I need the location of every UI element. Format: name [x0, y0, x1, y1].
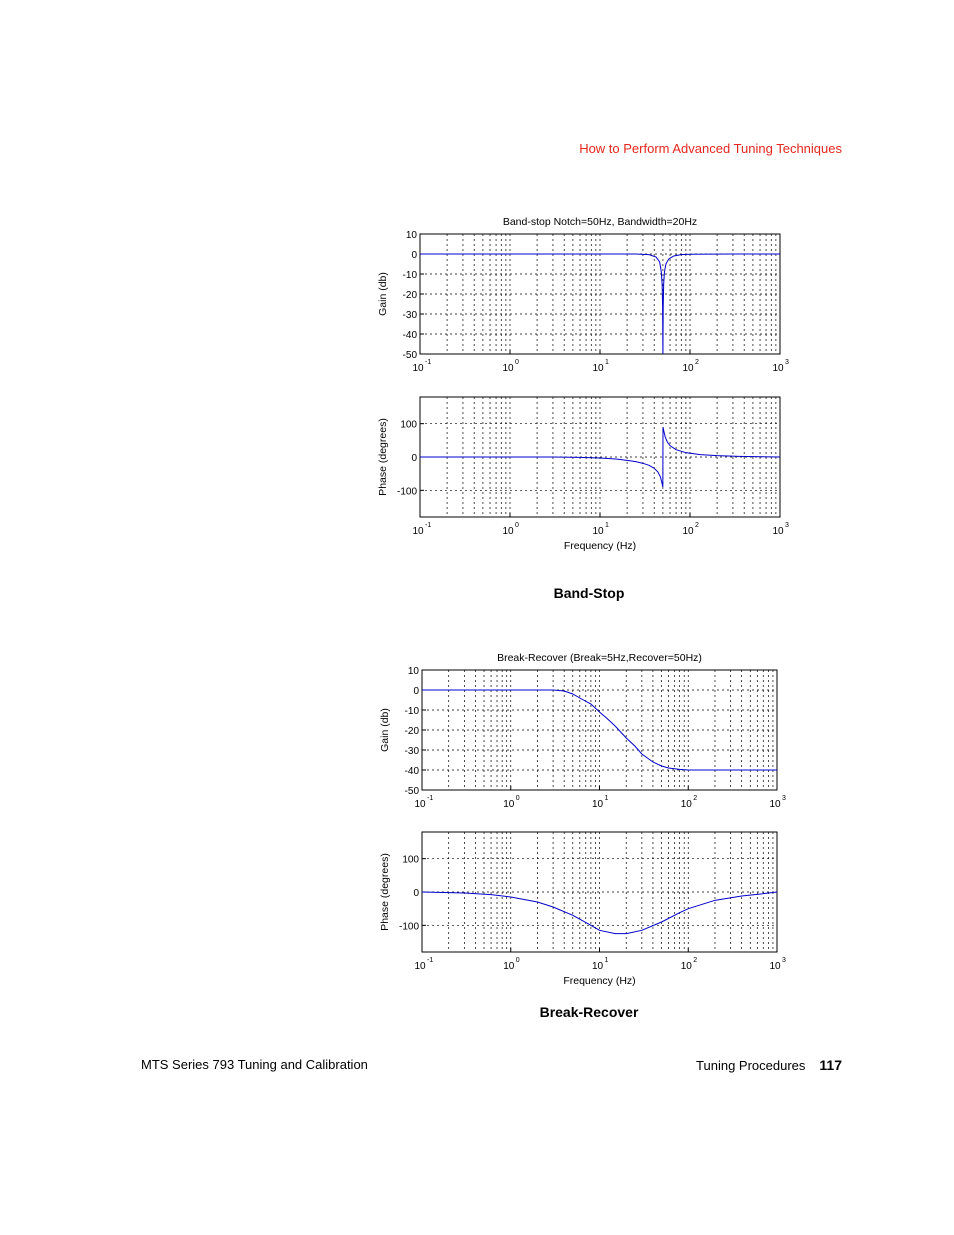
- chart1-y-axis-label: Phase (degrees): [377, 418, 389, 496]
- chart3-x-tick-label: 10: [769, 961, 781, 972]
- chart0-x-tick-exponent: 3: [785, 359, 789, 366]
- chart3-x-tick-label: 10: [591, 961, 604, 972]
- footer-doc-title: MTS Series 793 Tuning and Calibration: [141, 1057, 368, 1072]
- chart0-y-axis-label: Gain (db): [377, 272, 389, 316]
- chart2-y-tick-label: -10: [404, 706, 419, 717]
- band-stop-caption: Band-Stop: [553, 585, 625, 601]
- band-stop-figure: [360, 200, 820, 570]
- chart2-title: Break-Recover (Break=5Hz,Recover=50Hz): [497, 652, 702, 664]
- chart3-x-axis-label: Frequency (Hz): [563, 975, 636, 987]
- chart1-x-tick-label: 10: [682, 526, 694, 537]
- chart2-y-axis-label: Gain (db): [379, 708, 391, 752]
- chart3-x-tick-exponent: 3: [782, 957, 786, 964]
- section-title: How to Perform Advanced Tuning Techniques: [579, 141, 842, 156]
- chart1-y-tick-label: -100: [396, 486, 417, 498]
- chart2-x-tick-label: 10: [591, 799, 604, 810]
- footer-right: [696, 1057, 842, 1073]
- chart3-y-tick-label: 100: [402, 854, 419, 866]
- chart0-y-tick-label: -30: [402, 310, 417, 321]
- break-recover-caption: Break-Recover: [539, 1004, 639, 1020]
- chart0-y-tick-label: -20: [402, 290, 417, 301]
- chart2-x-tick-label: 10: [769, 799, 781, 810]
- chart0-y-tick-label: -50: [402, 350, 417, 361]
- chart0-y-tick-label: -10: [402, 270, 417, 281]
- chart2-x-tick-exponent: 0: [515, 795, 520, 802]
- chart1-x-tick-label: 10: [412, 526, 424, 537]
- chart3-x-tick-exponent: -1: [427, 957, 434, 964]
- chart0-x-tick-exponent: -1: [425, 359, 432, 366]
- chart1-x-tick-exponent: 3: [785, 522, 789, 529]
- chart1-x-tick-label: 10: [592, 526, 604, 537]
- chart3-y-tick-label: -100: [398, 921, 419, 933]
- chart1-x-tick-exponent: 1: [605, 522, 609, 529]
- chart2-x-tick-exponent: 2: [693, 795, 698, 802]
- chart1-y-tick-label: 0: [411, 453, 417, 464]
- chart0-y-tick-label: 10: [405, 230, 417, 241]
- chart0-x-tick-label: 10: [772, 363, 784, 374]
- chart3-x-tick-label: 10: [414, 961, 426, 972]
- footer-chapter: Tuning Procedures: [696, 1058, 806, 1073]
- page-number: 117: [819, 1057, 842, 1073]
- chart0-x-tick-label: 10: [412, 363, 424, 374]
- chart0-x-tick-label: 10: [502, 363, 514, 374]
- chart0-x-tick-label: 10: [682, 363, 694, 374]
- chart0-y-tick-label: -40: [402, 330, 417, 341]
- chart1-y-tick-label: 100: [400, 419, 417, 431]
- chart3-y-axis-label: Phase (degrees): [379, 853, 391, 931]
- chart3-x-tick-label: 10: [503, 961, 515, 972]
- chart3-y-tick-label: 0: [413, 888, 419, 899]
- chart3-x-tick-exponent: 2: [693, 957, 698, 964]
- chart2-x-tick-exponent: 3: [782, 795, 786, 802]
- chart0-title: Band-stop Notch=50Hz, Bandwidth=20Hz: [502, 216, 698, 228]
- chart2-y-tick-label: -50: [404, 786, 419, 797]
- chart1-x-tick-label: 10: [502, 526, 514, 537]
- chart3-x-tick-label: 10: [680, 961, 692, 972]
- chart1-x-tick-exponent: 2: [695, 522, 699, 529]
- chart2-x-tick-label: 10: [680, 799, 692, 810]
- chart2-x-tick-exponent: -1: [427, 795, 434, 802]
- chart2-x-tick-label: 10: [414, 799, 426, 810]
- chart2-y-tick-label: -30: [404, 746, 419, 757]
- chart0-x-tick-exponent: 1: [605, 359, 609, 366]
- chart2-x-tick-label: 10: [503, 799, 515, 810]
- chart1-x-tick-exponent: -1: [425, 522, 432, 529]
- chart3-x-tick-exponent: 0: [515, 957, 520, 964]
- chart0-x-tick-exponent: 2: [695, 359, 699, 366]
- chart0-x-tick-label: 10: [592, 363, 604, 374]
- chart2-y-tick-label: -20: [404, 726, 419, 737]
- chart3-x-tick-exponent: 1: [604, 957, 609, 964]
- chart0-y-tick-label: 0: [411, 250, 417, 261]
- chart1-x-tick-label: 10: [772, 526, 784, 537]
- break-recover-figure: [360, 640, 820, 1000]
- chart0-x-tick-exponent: 0: [515, 359, 519, 366]
- chart2-x-tick-exponent: 1: [604, 795, 609, 802]
- chart1-x-axis-label: Frequency (Hz): [563, 540, 637, 552]
- chart2-y-tick-label: 0: [413, 686, 419, 697]
- chart1-x-tick-exponent: 0: [515, 522, 519, 529]
- chart2-y-tick-label: -40: [404, 766, 419, 777]
- chart2-y-tick-label: 10: [407, 666, 419, 677]
